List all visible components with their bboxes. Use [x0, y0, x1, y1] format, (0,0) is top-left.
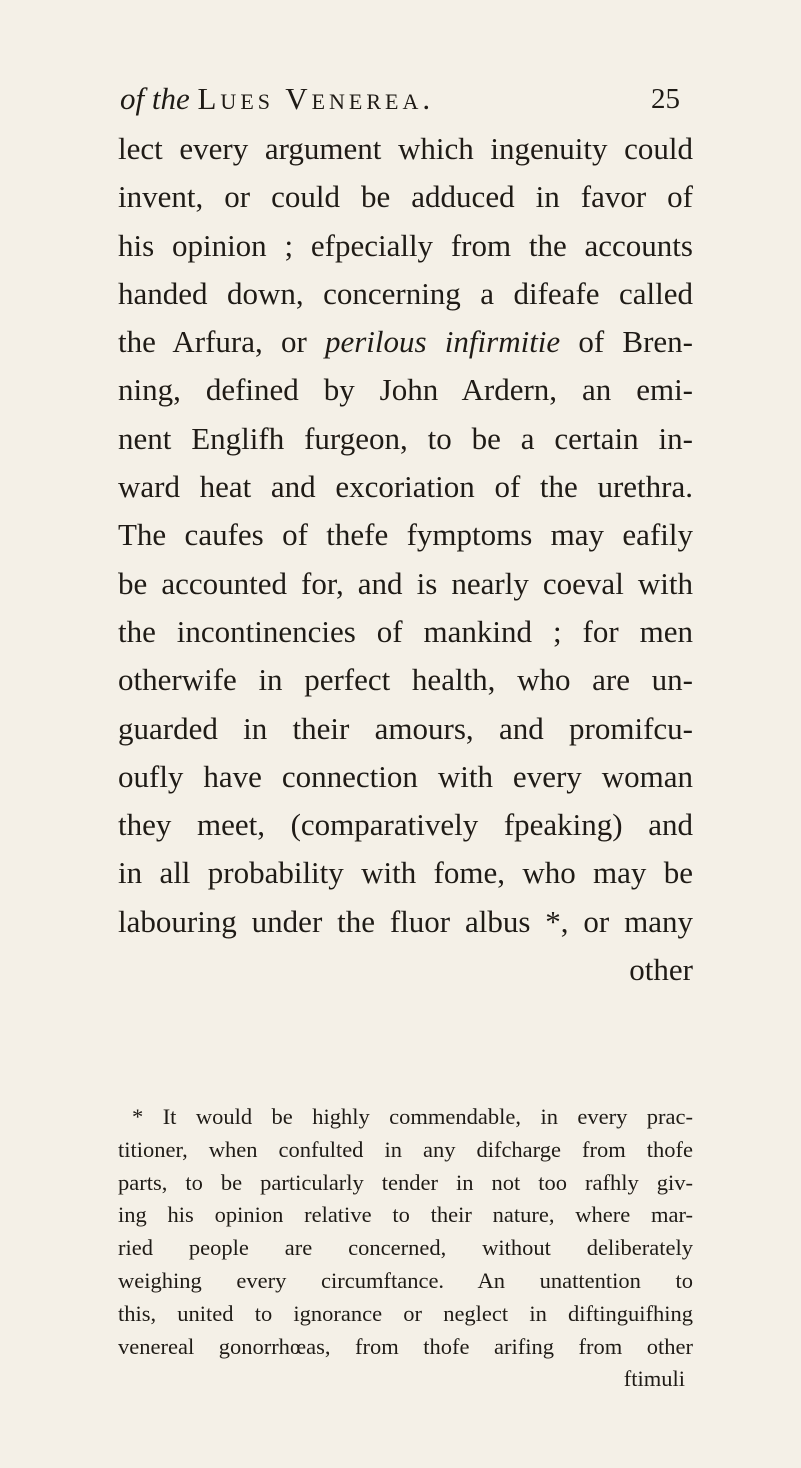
text-line: The caufes of thefe fymptoms may eafily — [118, 517, 693, 553]
text-line-end: of Bren- — [560, 324, 694, 360]
footnote — [118, 1101, 693, 1396]
text-line: be accounted for, and is nearly coeval with — [118, 565, 693, 601]
text-line: guarded in their amours, and promifcu- — [118, 710, 693, 746]
footnote-line: parts, to be particularly tender in not too rafhly giv- — [118, 1169, 693, 1195]
text-line: ward heat and excoriation of the urethra. — [118, 469, 693, 505]
text-line: the incontinencies of mankind ; for men — [118, 613, 693, 649]
text-line: oufly have connection with every woman — [118, 758, 693, 794]
footnote-catchword: ftimuli — [623, 1366, 685, 1392]
main-text — [118, 125, 693, 994]
text-line: they meet, (comparatively fpeaking) and — [118, 807, 693, 843]
text-line: labouring under the fluor albus *, or many — [118, 903, 693, 939]
footnote-line: ing his opinion relative to their nature, where mar- — [118, 1202, 693, 1228]
text-line: otherwife in perfect health, who are un- — [118, 662, 693, 698]
footnote-line: weighing every circumftance. An unattention to — [118, 1267, 693, 1293]
text-line: ning, defined by John Ardern, an emi- — [118, 372, 693, 408]
footnote-line: venereal gonorrhœas, from thofe arifing from other — [118, 1333, 693, 1359]
italic-phrase: perilous infirmitie — [324, 324, 561, 360]
footnote-line: ried people are concerned, without deliberately — [118, 1235, 693, 1261]
footnote-line: this, united to ignorance or neglect in diftinguifhing — [118, 1300, 693, 1326]
text-line — [118, 318, 693, 366]
text-line: invent, or could be adduced in favor of — [118, 179, 693, 215]
page-number: 25 — [651, 83, 680, 115]
text-line: in all probability with fome, who may be — [118, 855, 693, 891]
footnote-line: * It would be highly commendable, in every prac- — [132, 1104, 693, 1129]
text-line: handed down, concerning a difeafe called — [118, 275, 693, 311]
catchword: other — [629, 952, 693, 988]
text-line: his opinion ; efpecially from the accounts — [118, 227, 693, 263]
text-line-start: the Arfura, or — [118, 324, 325, 360]
header-title: Lues Venerea. — [197, 81, 435, 116]
running-header — [120, 74, 680, 124]
text-line: lect every argument which ingenuity could — [118, 131, 693, 166]
header-prefix: of the — [120, 81, 190, 116]
text-line: nent Englifh furgeon, to be a certain in- — [118, 420, 693, 456]
footnote-line: titioner, when confulted in any difcharge from thofe — [118, 1136, 693, 1162]
